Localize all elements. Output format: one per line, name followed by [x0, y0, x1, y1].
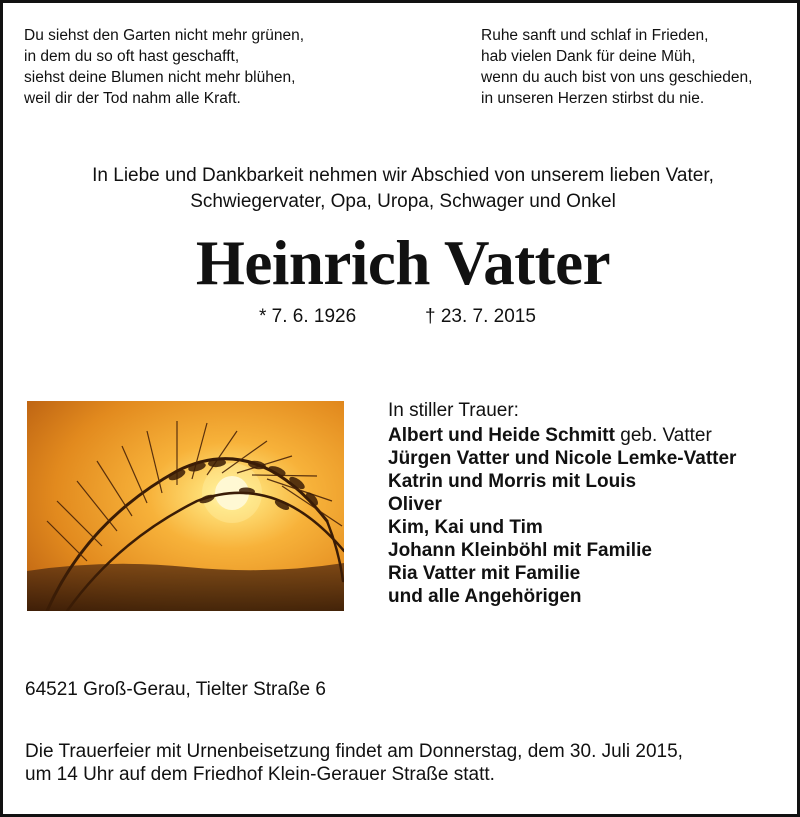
intro-line: In Liebe und Dankbarkeit nehmen wir Abschied von unserem lieben Vater,: [92, 165, 714, 186]
mourner-row: [388, 493, 736, 516]
death-date: † 23. 7. 2015: [425, 306, 536, 327]
service-info: [25, 740, 683, 786]
mourner-name: Jürgen Vatter und Nicole Lemke-Vatter: [388, 448, 737, 469]
poem-line: hab vielen Dank für deine Müh,: [481, 48, 696, 65]
deceased-name: Heinrich Vatter: [195, 228, 611, 298]
poem-line: siehst deine Blumen nicht mehr blühen,: [24, 69, 296, 86]
birth-date: * 7. 6. 1926: [259, 306, 357, 327]
poem-line: Du siehst den Garten nicht mehr grünen,: [24, 27, 305, 44]
mourner-name: und alle Angehörigen: [388, 586, 582, 607]
intro-line: Schwiegervater, Opa, Uropa, Schwager und Onkel: [190, 191, 616, 212]
wheat-sunset-photo: [27, 401, 344, 611]
mourner-name: Oliver: [388, 494, 442, 515]
poem-line: Ruhe sanft und schlaf in Frieden,: [481, 27, 709, 44]
mourner-name: Johann Kleinböhl mit Familie: [388, 540, 652, 561]
service-line: um 14 Uhr auf dem Friedhof Klein-Gerauer Straße statt.: [25, 764, 495, 785]
intro-text: [3, 163, 800, 215]
mourner-name: Kim, Kai und Tim: [388, 517, 543, 538]
mourner-row: [388, 539, 736, 562]
mourner-row: [388, 585, 736, 608]
mourner-row: [388, 424, 736, 447]
mourner-row: [388, 562, 736, 585]
mourner-name: Ria Vatter mit Familie: [388, 563, 581, 584]
poem-right: [481, 25, 752, 109]
mourner-row: [388, 516, 736, 539]
poem-left: [24, 25, 304, 109]
poem-line: in unseren Herzen stirbst du nie.: [481, 90, 705, 107]
mourner-row: [388, 447, 736, 470]
poem-line: wenn du auch bist von uns geschieden,: [481, 69, 753, 86]
mourners-heading: In stiller Trauer:: [388, 400, 519, 421]
mourner-note: geb. Vatter: [614, 425, 712, 446]
mourners-list: [388, 399, 736, 608]
mourner-name: Albert und Heide Schmitt: [388, 425, 615, 446]
poem-line: in dem du so oft hast geschafft,: [24, 48, 240, 65]
mourner-row: [388, 470, 736, 493]
poem-line: weil dir der Tod nahm alle Kraft.: [24, 90, 241, 107]
mourner-name: Katrin und Morris mit Louis: [388, 471, 637, 492]
address: 64521 Groß-Gerau, Tielter Straße 6: [25, 679, 326, 700]
service-line: Die Trauerfeier mit Urnenbeisetzung findet am Donnerstag, dem 30. Juli 2015,: [25, 741, 683, 762]
